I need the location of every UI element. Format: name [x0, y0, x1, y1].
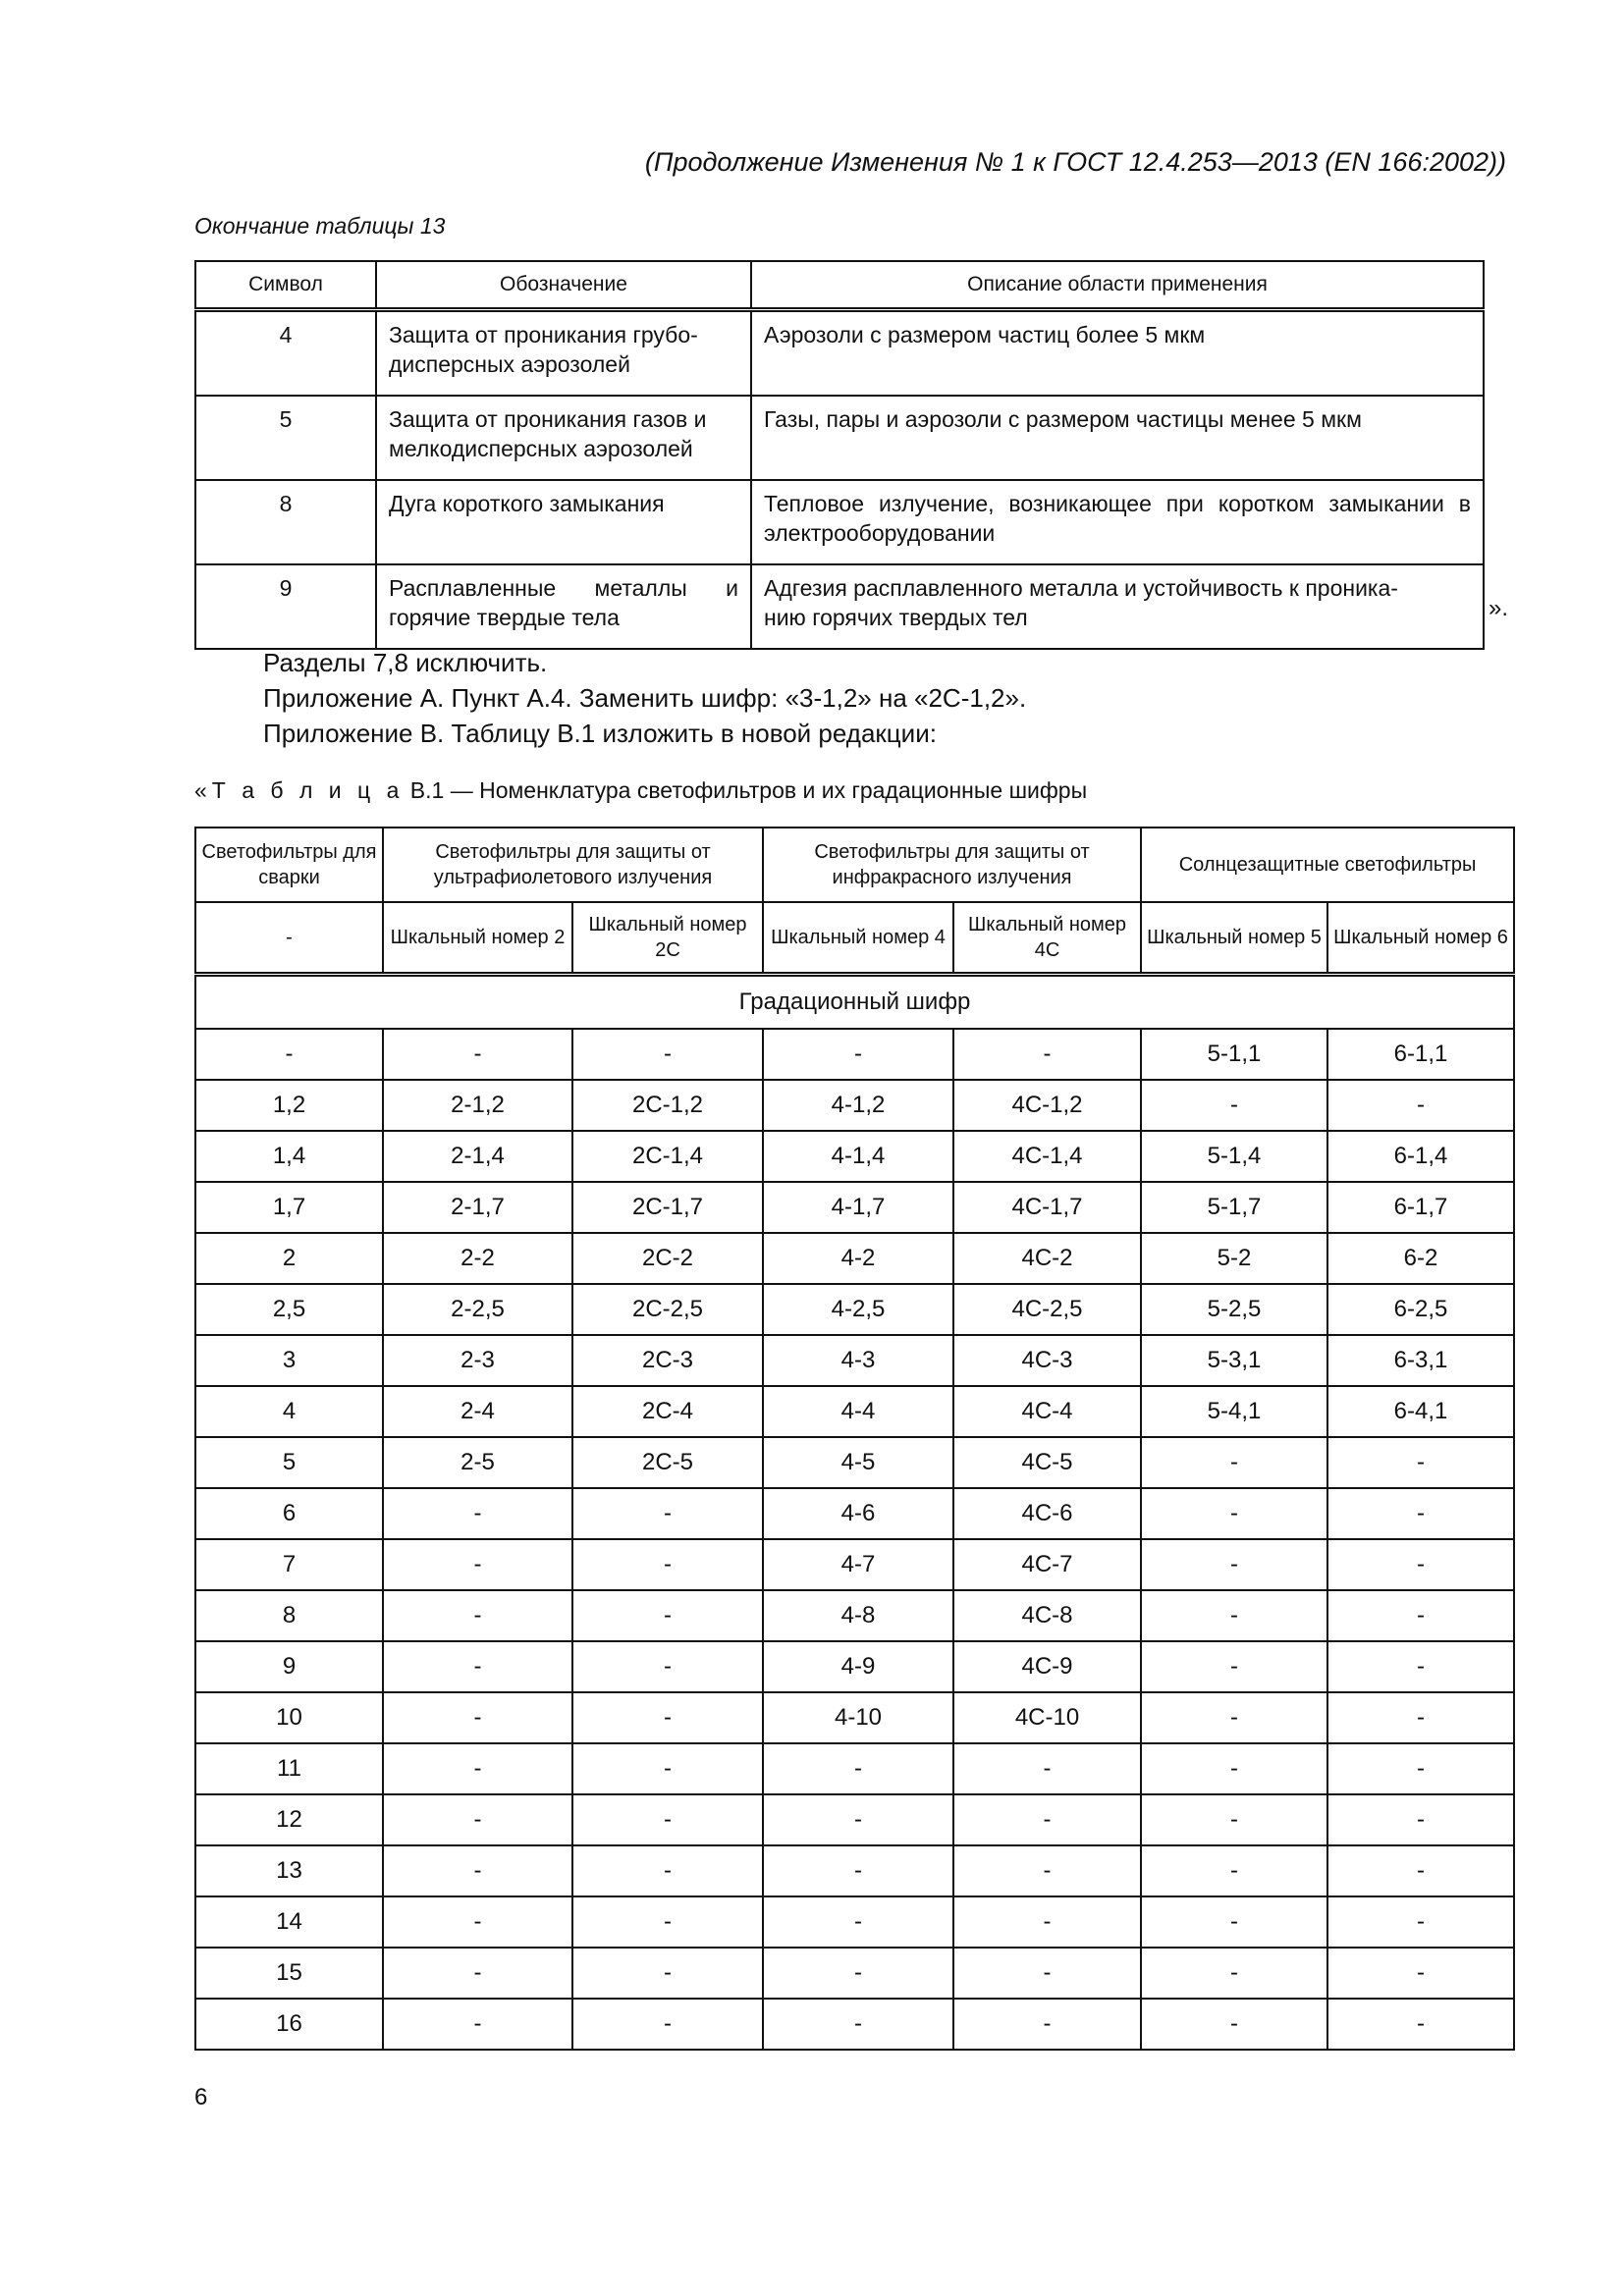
table-cell: 2С-2	[572, 1233, 763, 1284]
table-cell: -	[1327, 1845, 1514, 1896]
table-row	[195, 564, 1484, 649]
table-row	[195, 1641, 1514, 1692]
table-cell: 4	[195, 1386, 383, 1437]
designation-cell	[376, 310, 751, 397]
table-cell: -	[1141, 1437, 1327, 1488]
table-row	[195, 1488, 1514, 1539]
table-cell: 2С-2,5	[572, 1284, 763, 1335]
group-header-ir: Светофильтры для защиты от инфракрасного излучения	[763, 828, 1141, 902]
group-header-row	[195, 828, 1514, 902]
table-cell: -	[763, 1794, 953, 1845]
table-cell: 6-1,1	[1327, 1029, 1514, 1080]
table-cell: -	[953, 1845, 1141, 1896]
table-cell: -	[383, 1692, 572, 1743]
table-cell: 5-3,1	[1141, 1335, 1327, 1386]
tableB1-caption	[194, 777, 1087, 804]
table-row	[195, 1948, 1514, 1999]
table-cell: 2С-3	[572, 1335, 763, 1386]
table-cell: 4-3	[763, 1335, 953, 1386]
symbol-cell: 9	[195, 564, 376, 649]
column-header: Символ	[195, 261, 376, 310]
description-cell	[751, 564, 1484, 649]
table-cell: 6-2,5	[1327, 1284, 1514, 1335]
table-row	[195, 1080, 1514, 1131]
table-cell: -	[383, 1641, 572, 1692]
table-cell: 4С-4	[953, 1386, 1141, 1437]
table-cell: -	[195, 1029, 383, 1080]
description-cell: Аэрозоли с размером частиц более 5 мкм	[751, 310, 1484, 397]
table-row	[195, 1284, 1514, 1335]
table-cell: -	[763, 1948, 953, 1999]
table-cell: -	[1141, 1999, 1327, 2050]
table-cell: 6-1,4	[1327, 1131, 1514, 1182]
table-cell: -	[572, 1590, 763, 1641]
table-row	[195, 1131, 1514, 1182]
table-cell: 4С-8	[953, 1590, 1141, 1641]
table-cell: 7	[195, 1539, 383, 1590]
table-row	[195, 480, 1484, 564]
table-cell: 4С-2	[953, 1233, 1141, 1284]
table-cell: -	[572, 1794, 763, 1845]
table-cell: -	[1327, 1641, 1514, 1692]
designation-line: мелкодисперсных аэрозолей	[389, 436, 693, 461]
designation-line: Защита от проникания газов и	[389, 406, 707, 432]
table-row	[195, 1386, 1514, 1437]
table-cell: -	[763, 1743, 953, 1794]
table-cell: 2-4	[383, 1386, 572, 1437]
table-cell: 4-1,7	[763, 1182, 953, 1233]
table-cell: -	[383, 1896, 572, 1948]
table-row	[195, 1999, 1514, 2050]
table-cell: 11	[195, 1743, 383, 1794]
caption-title: В.1 — Номенклатура светофильтров и их градационные шифры	[404, 777, 1088, 803]
group-header-uv: Светофильтры для защиты от ультрафиолетового излучения	[383, 828, 763, 902]
table-cell: 4-1,2	[763, 1080, 953, 1131]
table-cell: 6-4,1	[1327, 1386, 1514, 1437]
page-number: 6	[194, 2084, 208, 2110]
table-cell: 2,5	[195, 1284, 383, 1335]
table-cell: 1,2	[195, 1080, 383, 1131]
table-cell: 6-2	[1327, 1233, 1514, 1284]
table-cell: 5-2,5	[1141, 1284, 1327, 1335]
table-cell: -	[1141, 1896, 1327, 1948]
table-row	[195, 1845, 1514, 1896]
table-cell: 4-8	[763, 1590, 953, 1641]
table-cell: 6	[195, 1488, 383, 1539]
symbol-cell: 5	[195, 396, 376, 480]
table-cell: -	[572, 1948, 763, 1999]
table-cell: -	[383, 1590, 572, 1641]
table-cell: -	[383, 1743, 572, 1794]
column-header: Описание области применения	[751, 261, 1484, 310]
table-cell: -	[1141, 1080, 1327, 1131]
table-cell: 2С-4	[572, 1386, 763, 1437]
table-row	[195, 1335, 1514, 1386]
section-row	[195, 975, 1514, 1030]
table-cell: -	[572, 1845, 763, 1896]
table-cell: 10	[195, 1692, 383, 1743]
subheader-cell: Шкальный номер 2С	[572, 902, 763, 975]
table-cell: 15	[195, 1948, 383, 1999]
table-cell: 1,4	[195, 1131, 383, 1182]
table-cell: -	[572, 1641, 763, 1692]
table-cell: 5	[195, 1437, 383, 1488]
table-cell: -	[383, 1794, 572, 1845]
table-cell: -	[572, 1743, 763, 1794]
description-cell: Тепловое излучение, возникающее при коротком замыкании в электрооборудовании	[751, 480, 1484, 564]
table-cell: 2С-1,2	[572, 1080, 763, 1131]
closing-quote: ».	[1489, 595, 1509, 621]
subheader-cell: -	[195, 902, 383, 975]
table-cell: 2	[195, 1233, 383, 1284]
table-cell: 4С-10	[953, 1692, 1141, 1743]
table-cell: -	[572, 1999, 763, 2050]
amendment-line: Приложение А. Пункт А.4. Заменить шифр: «3-1,2» на «2С-1,2».	[263, 683, 1027, 713]
table-cell: 2-3	[383, 1335, 572, 1386]
table-cell: 4-2,5	[763, 1284, 953, 1335]
table-row	[195, 1029, 1514, 1080]
table-row	[195, 1539, 1514, 1590]
table-row	[195, 1437, 1514, 1488]
table-cell: -	[763, 1029, 953, 1080]
table-cell: -	[572, 1488, 763, 1539]
table-cell: 4С-9	[953, 1641, 1141, 1692]
table-cell: 1,7	[195, 1182, 383, 1233]
table-cell: -	[572, 1029, 763, 1080]
table-cell: 4С-5	[953, 1437, 1141, 1488]
table-cell: -	[1327, 1743, 1514, 1794]
subheader-cell: Шкальный номер 2	[383, 902, 572, 975]
table-cell: -	[572, 1692, 763, 1743]
table-cell: 4С-1,7	[953, 1182, 1141, 1233]
table-cell: -	[1327, 1948, 1514, 1999]
table-cell: -	[383, 1948, 572, 1999]
table-cell: 4-6	[763, 1488, 953, 1539]
table-cell: 2-1,2	[383, 1080, 572, 1131]
table-cell: -	[572, 1896, 763, 1948]
table-cell: -	[383, 1999, 572, 2050]
symbol-cell: 4	[195, 310, 376, 397]
table-cell: -	[953, 1999, 1141, 2050]
table-cell: 8	[195, 1590, 383, 1641]
table-row	[195, 396, 1484, 480]
subheader-cell: Шкальный номер 6	[1327, 902, 1514, 975]
table-cell: 2С-5	[572, 1437, 763, 1488]
table-cell: -	[1327, 1539, 1514, 1590]
table-row	[195, 1743, 1514, 1794]
table-cell: 5-2	[1141, 1233, 1327, 1284]
table-cell: 2-2	[383, 1233, 572, 1284]
table-cell: -	[1327, 1488, 1514, 1539]
subheader-cell: Шкальный номер 4	[763, 902, 953, 975]
table-cell: 4С-1,2	[953, 1080, 1141, 1131]
table-cell: -	[953, 1896, 1141, 1948]
description-cell: Газы, пары и аэрозоли с размером частицы менее 5 мкм	[751, 396, 1484, 480]
table-row	[195, 1896, 1514, 1948]
subheader-row	[195, 902, 1514, 975]
table-cell: 4С-7	[953, 1539, 1141, 1590]
table13-header-row	[195, 261, 1484, 310]
table-cell: -	[1327, 1999, 1514, 2050]
table-cell: 2С-1,7	[572, 1182, 763, 1233]
table-row	[195, 1692, 1514, 1743]
table-cell: -	[953, 1743, 1141, 1794]
table-cell: -	[953, 1794, 1141, 1845]
table-cell: -	[1141, 1488, 1327, 1539]
table-cell: 4С-1,4	[953, 1131, 1141, 1182]
table-cell: -	[1327, 1590, 1514, 1641]
table-cell: 2-2,5	[383, 1284, 572, 1335]
table-cell: 6-3,1	[1327, 1335, 1514, 1386]
table-cell: 14	[195, 1896, 383, 1948]
group-header-sun: Солнцезащитные светофильтры	[1141, 828, 1514, 902]
table-cell: -	[383, 1845, 572, 1896]
subheader-cell: Шкальный номер 5	[1141, 902, 1327, 975]
table-cell: 5-4,1	[1141, 1386, 1327, 1437]
table-cell: -	[383, 1539, 572, 1590]
table-row	[195, 1794, 1514, 1845]
table-cell: -	[1141, 1794, 1327, 1845]
table-row	[195, 1590, 1514, 1641]
table-cell: 3	[195, 1335, 383, 1386]
table13-caption: Окончание таблицы 13	[194, 213, 446, 239]
table-cell: -	[953, 1948, 1141, 1999]
subheader-cell: Шкальный номер 4С	[953, 902, 1141, 975]
table-cell: -	[1327, 1794, 1514, 1845]
table-cell: 16	[195, 1999, 383, 2050]
table-cell: -	[1141, 1590, 1327, 1641]
table-cell: -	[1141, 1692, 1327, 1743]
table-row	[195, 1182, 1514, 1233]
table-cell: -	[1141, 1948, 1327, 1999]
table-cell: -	[1141, 1539, 1327, 1590]
table-cell: 4С-2,5	[953, 1284, 1141, 1335]
designation-line: Защита от проникания грубо-	[389, 322, 698, 347]
designation-cell: Расплавленные металлы и горячие твердые тела	[376, 564, 751, 649]
table-cell: -	[1327, 1080, 1514, 1131]
table-cell: 2-1,7	[383, 1182, 572, 1233]
table-cell: -	[383, 1029, 572, 1080]
column-header: Обозначение	[376, 261, 751, 310]
table-cell: 2С-1,4	[572, 1131, 763, 1182]
table-cell: -	[763, 1845, 953, 1896]
table-cell: -	[1327, 1437, 1514, 1488]
table-cell: -	[1327, 1692, 1514, 1743]
designation-cell	[376, 396, 751, 480]
symbol-cell: 8	[195, 480, 376, 564]
designation-cell: Дуга короткого замыкания	[376, 480, 751, 564]
table-cell: 5-1,4	[1141, 1131, 1327, 1182]
table-cell: 4-5	[763, 1437, 953, 1488]
designation-line: дисперсных аэрозолей	[389, 351, 630, 377]
table-cell: -	[953, 1029, 1141, 1080]
table-row	[195, 310, 1484, 397]
table-cell: 13	[195, 1845, 383, 1896]
table-cell: 5-1,1	[1141, 1029, 1327, 1080]
table-cell: -	[1141, 1641, 1327, 1692]
table-cell: 6-1,7	[1327, 1182, 1514, 1233]
amendment-line: Разделы 7,8 исключить.	[263, 648, 548, 677]
description-line: Адгезия расплавленного металла и устойчивость к проника-	[764, 575, 1398, 601]
table-cell: -	[1327, 1896, 1514, 1948]
table-cell: 2-5	[383, 1437, 572, 1488]
table-cell: 4С-6	[953, 1488, 1141, 1539]
table-cell: -	[1141, 1845, 1327, 1896]
table-cell: -	[383, 1488, 572, 1539]
table-cell: 4-10	[763, 1692, 953, 1743]
table-cell: -	[763, 1896, 953, 1948]
table-cell: 5-1,7	[1141, 1182, 1327, 1233]
table-cell: 2-1,4	[383, 1131, 572, 1182]
group-header-welding: Светофильтры для сварки	[195, 828, 383, 902]
amendment-line: Приложение В. Таблицу В.1 изложить в новой редакции:	[263, 719, 937, 748]
table-cell: 4-7	[763, 1539, 953, 1590]
table-13	[194, 260, 1485, 650]
table-cell: -	[572, 1539, 763, 1590]
table-cell: 4-1,4	[763, 1131, 953, 1182]
table-cell: 4С-3	[953, 1335, 1141, 1386]
table-cell: 12	[195, 1794, 383, 1845]
table-row	[195, 1233, 1514, 1284]
table-cell: -	[763, 1999, 953, 2050]
description-line: нию горячих твердых тел	[764, 605, 1028, 630]
table-cell: 4-9	[763, 1641, 953, 1692]
table-cell: 4-4	[763, 1386, 953, 1437]
table-cell: 4-2	[763, 1233, 953, 1284]
table-b1	[194, 827, 1515, 2051]
section-label: Градационный шифр	[195, 975, 1514, 1030]
table-cell: 9	[195, 1641, 383, 1692]
table-cell: -	[1141, 1743, 1327, 1794]
running-header: (Продолжение Изменения № 1 к ГОСТ 12.4.253—2013 (EN 166:2002))	[644, 147, 1506, 177]
caption-prefix: «Т а б л и ц а	[194, 777, 405, 803]
